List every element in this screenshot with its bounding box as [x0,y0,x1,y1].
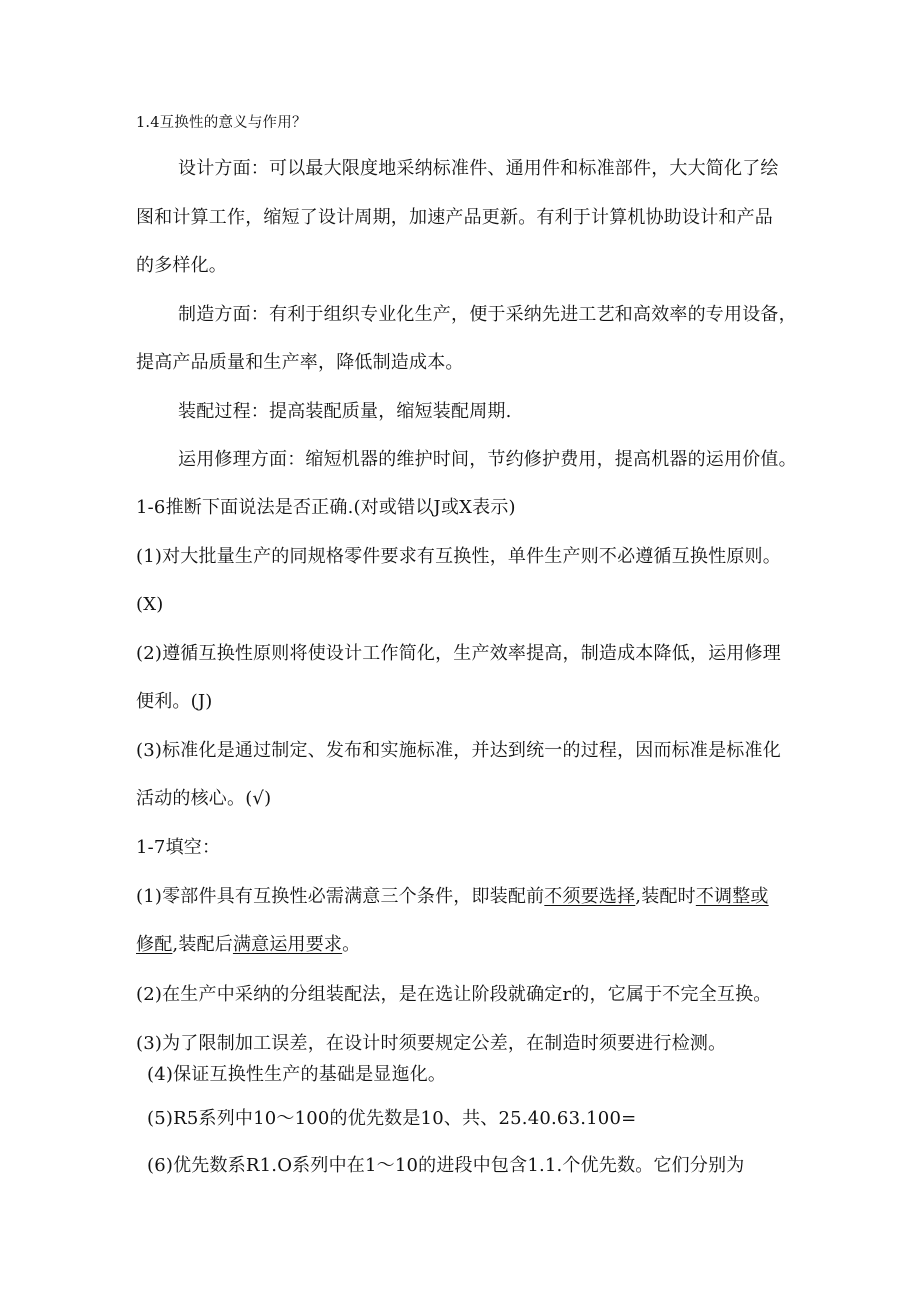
question-1-7-1-mid-1: ,装配时 [635,886,696,907]
question-1-7-1-line-2 [136,933,360,957]
question-1-6-3-line-2: 活动的核心。(√) [136,788,272,809]
question-1-6-2-line-1: (2)遵循互换性原则将使设计工作简化，生产效率提高，制造成本降低，运用修理 [136,643,781,664]
paragraph-design-line-3: 的多样化。 [136,255,227,276]
section-title-1-4: 1.4互换性的意义与作用？ [136,115,307,131]
paragraph-repair: 运用修理方面：缩短机器的维护时间，节约修护费用，提高机器的运用价值。 [178,449,797,470]
question-1-7-1-line-1 [136,885,769,909]
answer-blank-3: 满意运用要求 [232,934,343,955]
question-1-6-1-line-1: (1)对大批量生产的同规格零件要求有互换性，单件生产则不必遵循互换性原则。 [136,546,781,567]
section-title-1-7: 1-7填空： [136,837,221,858]
section-title-1-6: 1-6推断下面说法是否正确.(对或错以J或X表示) [136,497,516,518]
question-1-7-3: (3)为了限制加工误差，在设计时须要规定公差，在制造时须要进行检测。 [136,1033,727,1054]
question-1-7-5: (5)R5系列中10～100的优先数是10、共、25.40.63.100= [147,1108,637,1129]
question-1-7-1-mid-2: ,装配后 [172,934,233,955]
answer-blank-1: 不须要选择 [544,886,636,907]
paragraph-assembly: 装配过程：提高装配质量，缩短装配周期. [178,401,512,422]
question-1-7-1-suffix: 。 [342,934,361,955]
question-1-7-6: (6)优先数系R1.O系列中在1～10的进段中包含1.1.个优先数。它们分别为 [147,1155,745,1176]
answer-blank-2: 不调整或 [695,886,769,907]
question-1-7-4: (4)保证互换性生产的基础是显迤化。 [147,1064,447,1085]
question-1-6-2-line-2: 便利。(J) [136,691,213,712]
question-1-7-2: (2)在生产中采纳的分组装配法，是在选让阶段就确定r的，它属于不完全互换。 [136,984,772,1005]
paragraph-design-line-1: 设计方面：可以最大限度地采纳标准件、通用件和标准部件，大大简化了绘 [178,158,779,179]
paragraph-design-line-2: 图和计算工作，缩短了设计周期，加速产品更新。有利于计算机协助设计和产品 [136,207,773,228]
question-1-7-1-prefix: (1)零部件具有互换性必需满意三个条件，即装配前 [136,886,545,907]
paragraph-manufacture-line-1: 制造方面：有利于组织专业化生产，便于采纳先进工艺和高效率的专用设备， [178,304,797,325]
paragraph-manufacture-line-2: 提高产品质量和生产率，降低制造成本。 [136,352,464,373]
question-1-6-1-answer: (X) [136,594,164,615]
question-1-6-3-line-1: (3)标准化是通过制定、发布和实施标准，并达到统一的过程，因而标准是标准化 [136,740,781,761]
answer-blank-2-continued: 修配 [136,934,173,955]
